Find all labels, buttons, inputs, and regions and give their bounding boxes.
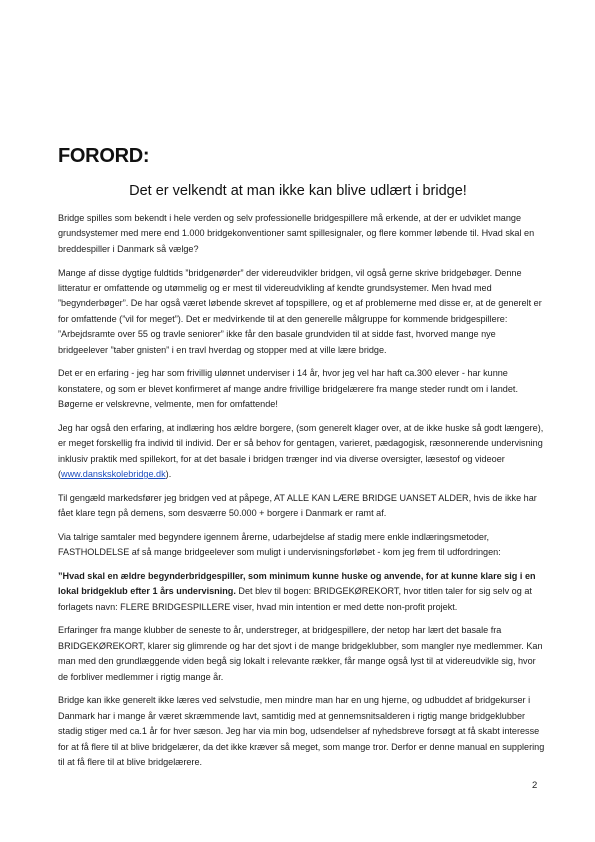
- paragraph-4-text-end: ).: [165, 468, 172, 479]
- paragraph-1: Bridge spilles som bekendt i hele verden og selv professionelle bridgespillere må erkende, at der er udviklet mange grundsystemer med mere end 1.000 bridgekonventioner samt spillesignaler, og flere kommer løbende til. Hvad skal en breddespiller i Danmark så vælge?: [58, 213, 535, 254]
- page-subtitle: Det er velkendt at man ikke kan blive udlært i bridge!: [129, 183, 467, 199]
- paragraph-4-text-start: Jeg har også den erfaring, at indlæring hos ældre borgere, (som generelt klager over, at de ikke huske så godt længere), er meget forskellig fra individ til individ. Der er så behov for gentagen, varieret, pædagogisk, ræsonnerende undervisning inklusiv praktik med spillekort, for at det basale i bridgen trænger ind via diverse oversigter, læsestof og videoer (: [58, 422, 544, 479]
- paragraph-7: [58, 569, 545, 615]
- paragraph-9: Bridge kan ikke generelt ikke læres ved selvstudie, men mindre man har en ung hjerne, og udbuddet af bridgekurser i Danmark har i mange år været skræmmende lavt, samtidig med at gennemsnitsalderen i rigtig mange bridgeklubber stadig stiger med ca.1 år for hver sæson. Jeg har via min bog, udsendelser af nyhedsbreve forsøgt at få skabt interesse for at få flere til at blive bridgelærer, da det ikke kræver så meget, som mange tror. Derfor er denne manual en supplering til at få flere til at blive bridgelærere.: [58, 695, 545, 767]
- paragraph-5: Til gengæld markedsfører jeg bridgen ved at påpege, AT ALLE KAN LÆRE BRIDGE UANSET ALDER, hvis de ikke har fået klare tegn på demens, som desværre 50.000 + borgere i Danmark er ramt af.: [58, 492, 537, 519]
- page-number: 2: [532, 780, 538, 791]
- paragraph-8: Erfaringer fra mange klubber de seneste to år, understreger, at bridgespillere, der netop har lært det basale fra BRIDGEKØREKORT, klarer sig glimrende og har det sjovt i de mange bridgeklubber, som mangler nye medlemmer. Kan man med den grundlæggende viden begå sig lokalt i relevante rækker, får mange også lyst til at videreudvikle sig, hvor de forbliver medlemmer i rigtig mange år.: [58, 625, 543, 682]
- paragraph-7-text: Det blev til bogen: BRIDGEKØREKORT, hvor titlen taler for sig selv og at forlagets navn: FLERE BRIDGESPILLERE viser, hvad min intention er med dette non-profit projekt.: [58, 586, 532, 612]
- paragraph-6: Via talrige samtaler med begyndere igennem årerne, udarbejdelse af stadig mere enkle indlæringsmetoder, FASTHOLDELSE af så mange bridgeelever som muligt i undervisningsforløbet - kom jeg frem til udfordringen:: [58, 531, 501, 558]
- paragraph-4: [58, 421, 545, 483]
- paragraph-7-bold-question: ”Hvad skal en ældre begynderbridgespiller, som minimum kunne huske og anvende, for at kunne klare sig i en lokal bridgeklub efter 1 års undervisning.: [58, 570, 536, 597]
- paragraph-2: Mange af disse dygtige fuldtids ”bridgenørder” der videreudvikler bridgen, vil også gerne skrive bridgebøger. Denne litteratur er omfattende og utømmelig og er mest til videreudvikling af kendte grundsystemer. Men hvad med ”begynderbøger”. De har også været løbende skrevet af topspillere, og et af problemerne med disse er, at de generelt er for omfattende (”vil for meget”). Det er medvirkende til at den generelle målgruppe for kommende bridgespillere: ”Arbejdsramte over 55 og travle seniorer” ikke får den basale grundviden til at sidde fast, hvorved mange nye bridgeelever ”taber gnisten” i en travl hverdag og stopper med at ville lære bridge.: [58, 267, 542, 355]
- page-heading: FORORD:: [58, 145, 150, 167]
- website-link[interactable]: www.danskskolebridge.dk: [61, 468, 166, 479]
- paragraph-3: Det er en erfaring - jeg har som frivillig ulønnet underviser i 14 år, hvor jeg vel har haft ca.300 elever - har kunne konstatere, og som er blevet konfirmeret af mange andre frivillige bridgelærere fra mange steder rundt om i landet. Bøgerne er velskrevne, velmente, men for omfattende!: [58, 368, 518, 410]
- body-text: [58, 211, 545, 779]
